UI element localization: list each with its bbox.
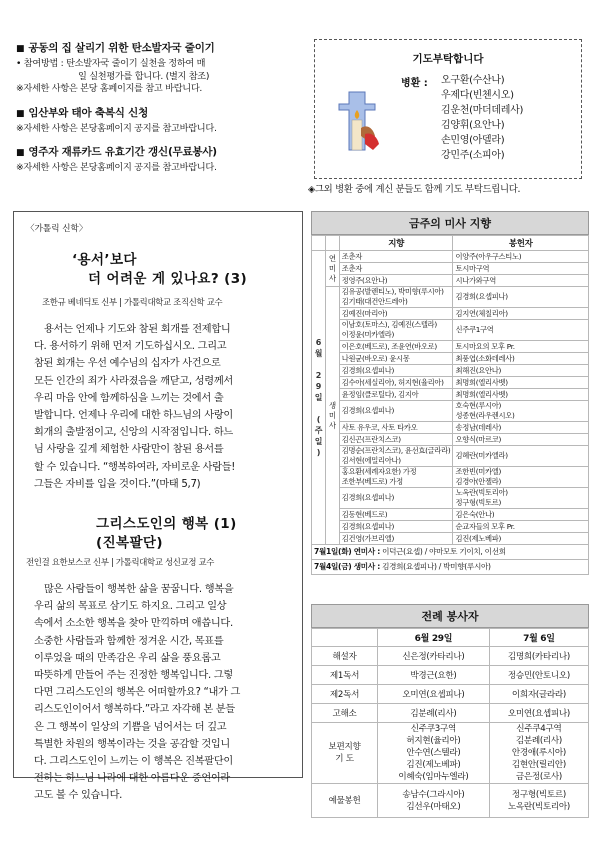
- liturgy-servers-section: [311, 604, 589, 818]
- server-cell: 신주쿠3구역 허지현(율리아) 안수연(스텔라) 김진(제노베파) 이혜숙(임마누엘라): [378, 723, 490, 784]
- server-cell: 이희자(글라라): [489, 685, 588, 704]
- square-bullet-icon: ■: [16, 44, 25, 54]
- intent-cell: 김명순(프란치스코), 윤선효(글라라) 김서현(에밀리아나): [339, 446, 453, 467]
- intent-cell: 김경희(요셉피나): [339, 365, 453, 377]
- intent-cell: 김유공(발렌티노), 박미향(루시아) 김기태(대건안드레아): [339, 287, 453, 308]
- server-cell: 오미연(요셉피나): [378, 685, 490, 704]
- table-row: [312, 704, 589, 723]
- body-line: 따뜻하게 만들어 주는 진정한 행복입니다. 그렇: [34, 670, 233, 682]
- prayer-label: 병환 :: [401, 78, 428, 89]
- article-title-1-line-2: 더 어려운 게 있나요? (3): [88, 271, 248, 287]
- intent-cell: 홍요환(세례자요한) 가정 조한부(베드로) 가정: [339, 467, 453, 488]
- notice-line: ※자세한 사항은 본당홈페이지 공지를 참고바랍니다.: [16, 122, 217, 134]
- intent-cell: 김신곤(프란치스코): [339, 434, 453, 446]
- offerer-cell: 이양주(아우구스티노): [453, 251, 589, 263]
- body-line: 특별한 차원의 행복이라는 것을 공감할 것입니: [34, 738, 230, 750]
- offerer-cell: 순교자들의 모후 Pr.: [453, 521, 589, 533]
- intent-cell: 김경희(요셉피나): [339, 521, 453, 533]
- body-line: 다면 그리스도인의 행복은 어떠할까요? “내가 그: [34, 687, 241, 699]
- offerer-cell: 오향식(마르코): [453, 434, 589, 446]
- column-header-intent: 지향: [339, 236, 453, 251]
- article-title-1-line-1: ‘용서’보다: [72, 252, 137, 268]
- table-row: [312, 365, 589, 377]
- liturgy-title: 전례 봉사자: [311, 604, 589, 628]
- article-author-1: 조한규 베네딕토 신부 | 가톨릭대학교 조직신학 교수: [42, 297, 223, 307]
- table-row: [312, 353, 589, 365]
- offerer-cell: 김지연(체칠리아): [453, 308, 589, 320]
- table-row: [312, 521, 589, 533]
- prayer-name: 강민주(소피아): [441, 150, 505, 161]
- table-row: [312, 784, 589, 818]
- table-row: [312, 251, 589, 263]
- table-row: [312, 401, 589, 422]
- mass-footnote-1: 7월1일(화) 연미사 : 이덕근(요셉) / 야마모토 기이치, 이선희: [311, 545, 589, 560]
- table-row: [312, 685, 589, 704]
- body-line: 은 그 행복이 일상의 기쁨을 넘어서는 더 깊고: [34, 721, 227, 733]
- prayer-title: 기도부탁합니다: [412, 53, 484, 65]
- body-line: 고도 볼 수 있습니다.: [34, 790, 123, 802]
- article-source: 〈가톨릭 신학〉: [26, 224, 88, 234]
- prayer-name: 오구환(수산나): [441, 75, 505, 86]
- intent-cell: 윤정임(클로틸다), 김지아: [339, 389, 453, 401]
- intent-cell: 이은호(베드로), 조윤연(바오로): [339, 341, 453, 353]
- intent-cell: 나원균(바오로) 윤시몽: [339, 353, 453, 365]
- intent-cell: 조춘자: [339, 263, 453, 275]
- offerer-cell: 최풍엽(소화데레사): [453, 353, 589, 365]
- offerer-cell: 김은숙(안나): [453, 509, 589, 521]
- prayer-name: 김운천(마더데레사): [441, 105, 524, 116]
- square-bullet-icon: ■: [16, 108, 25, 119]
- prayer-name: 김양휘(요안나): [441, 120, 505, 131]
- table-row: [312, 389, 589, 401]
- table-row: [312, 308, 589, 320]
- body-line: 모든 인간의 죄가 사라졌음을 깨닫고, 성령께서: [34, 375, 233, 387]
- body-line: 다. 그리스도인이 느끼는 이 행복은 진복팔단이: [34, 756, 233, 768]
- prayer-request-box: [314, 39, 582, 179]
- notice-line: • 참여방법 : 탄소발자국 줄이기 실천을 정하여 매: [16, 58, 206, 69]
- offerer-cell: 조한빈(미카엘) 김경아(안젤라): [453, 467, 589, 488]
- notices-section: [16, 40, 296, 184]
- table-row: [312, 422, 589, 434]
- role-cell: 제1독서: [312, 666, 378, 685]
- table-row: [312, 446, 589, 467]
- role-cell: 제2독서: [312, 685, 378, 704]
- offerer-cell: 토시마구역: [453, 263, 589, 275]
- body-line: 다. 용서하기 위해 먼저 기도하십시오. 그리고: [34, 341, 227, 353]
- server-cell: 오미연(요셉피나): [489, 704, 588, 723]
- mass-footnote-2: 7월4일(금) 생미사 : 김경희(요셉피나) / 박미향(루시아): [311, 560, 589, 575]
- body-line: 우리 삶의 목표로 삼기도 하지요. 그리고 일상: [34, 601, 227, 613]
- column-header-date-1: 6월 29일: [378, 629, 490, 647]
- body-line: 발합니다. 언제나 우리에 대한 하느님의 사랑이: [34, 410, 233, 422]
- server-cell: 신주쿠4구역 김분례(리사) 안경애(루시아) 김현안(릴리안) 금은정(로사): [489, 723, 588, 784]
- body-line: 할 수 있습니다. “행복하여라, 자비로운 사람들!: [34, 461, 236, 473]
- square-bullet-icon: ■: [16, 148, 25, 158]
- notice-title: 임산부와 태아 축복식 신청: [28, 106, 149, 119]
- mass-title: 금주의 미사 지향: [311, 211, 589, 235]
- offerer-cell: 김진(제노베파): [453, 533, 589, 545]
- table-row: [312, 509, 589, 521]
- prayer-name: 손민영(아델라): [441, 135, 505, 146]
- body-line: 그들은 자비를 입을 것이다.”(마태 5,7): [34, 478, 201, 490]
- intent-cell: 사토 유우코, 사토 타카오: [339, 422, 453, 434]
- server-cell: 정승민(안토니오): [489, 666, 588, 685]
- offerer-cell: 신주쿠1구역: [453, 320, 589, 341]
- table-row: [312, 723, 589, 784]
- offerer-cell: 김경희(요셉피나): [453, 287, 589, 308]
- table-row: [312, 434, 589, 446]
- table-row: [312, 467, 589, 488]
- article-body-1: [34, 321, 296, 493]
- body-line: 소중한 사람들과 함께한 정겨운 시간, 목표를: [34, 635, 224, 647]
- notice-residence-card: [16, 144, 296, 175]
- server-cell: 김분례(리사): [378, 704, 490, 723]
- server-cell: 송남수(그라시아) 김선우(마태오): [378, 784, 490, 818]
- mass-kind-cell: 연 미 사: [325, 251, 339, 287]
- notice-title: 영주자 재류카드 유효기간 갱신(무료봉사): [28, 146, 217, 158]
- praying-hands-candle-icon: [335, 90, 381, 154]
- offerer-cell: 토시마요의 모후 Pr.: [453, 341, 589, 353]
- prayer-note: ◈그외 병환 중에 계신 분들도 함께 기도 부탁드립니다.: [308, 184, 521, 195]
- notice-line: ※자세한 사항은 본당 홈페이지를 참고 바랍니다.: [16, 83, 203, 94]
- prayer-name: 우제다(빈첸시오): [441, 90, 514, 101]
- article-title-2-line-2: (진복팔단): [96, 535, 163, 551]
- catholic-theology-article: [13, 211, 303, 802]
- liturgy-servers-table: [311, 628, 589, 818]
- table-row: [312, 263, 589, 275]
- notice-title: 공동의 집 살리기 위한 탄소발자국 줄이기: [28, 42, 215, 54]
- table-row: [312, 320, 589, 341]
- body-line: 용서는 언제나 기도와 참된 회개를 전제합니: [44, 324, 231, 335]
- intent-cell: 김수아(세실리아), 허지현(율리아): [339, 377, 453, 389]
- offerer-cell: 노옥란(빅토리아) 정구형(빅토르): [453, 488, 589, 509]
- intent-cell: 이남호(토마스), 김예진(스텔라) 이정윤(미카엘라): [339, 320, 453, 341]
- intent-cell: 김건영(가브리엘): [339, 533, 453, 545]
- intent-cell: 조춘자: [339, 251, 453, 263]
- offerer-cell: 호숙현(루시아) 성종현(라우렌시오): [453, 401, 589, 422]
- table-row: [312, 666, 589, 685]
- table-row: [312, 377, 589, 389]
- notice-line: ※자세한 사항은 본당홈페이지 공지를 참고바랍니다.: [16, 162, 217, 173]
- body-line: 회개의 출발점이고, 신앙의 시작점입니다. 하느: [34, 427, 233, 439]
- prayer-names: [441, 73, 523, 163]
- offerer-cell: 최명희(엘리사벳): [453, 377, 589, 389]
- notice-line: 일 실천평가를 합니다. (별지 참조): [78, 70, 210, 82]
- table-row: [312, 275, 589, 287]
- column-header-date-2: 7월 6일: [489, 629, 588, 647]
- body-line: 참된 회개는 우선 예수님의 십자가 사건으로: [34, 358, 221, 370]
- mass-table-body: [312, 251, 589, 545]
- intent-cell: 김경희(요셉피나): [339, 401, 453, 422]
- server-cell: 신은정(카타리나): [378, 647, 490, 666]
- liturgy-table-body: [312, 647, 589, 818]
- body-line: 이루었을 때의 만족감은 우리 삶을 풍요롭고: [34, 652, 221, 664]
- body-line: 전하는 하느님 나라에 대한 아름다운 증언이라: [34, 773, 230, 785]
- table-row: [312, 488, 589, 509]
- server-cell: 정구형(빅토르) 노옥란(빅토리아): [489, 784, 588, 818]
- offerer-cell: 시나가와구역: [453, 275, 589, 287]
- article-title-2-line-1: 그리스도인의 행복 (1): [96, 516, 237, 532]
- role-cell: 보편지향 기 도: [312, 723, 378, 784]
- notice-blessing: [16, 105, 296, 136]
- table-row: [312, 533, 589, 545]
- mass-date-cell: 6 월 2 9 일 ( 주 일 ): [312, 251, 326, 545]
- intent-cell: 김경희(요셉피나): [339, 488, 453, 509]
- column-header-offerer: 봉헌자: [453, 236, 589, 251]
- intent-cell: 김예진(마리아): [339, 308, 453, 320]
- offerer-cell: 김혜란(미카엘라): [453, 446, 589, 467]
- notice-carbon: [16, 40, 296, 96]
- mass-kind-cell: 생 미 사: [325, 287, 339, 545]
- table-row: [312, 287, 589, 308]
- offerer-cell: 최명희(엘리사벳): [453, 389, 589, 401]
- server-cell: 김명희(카타리나): [489, 647, 588, 666]
- table-row: [312, 647, 589, 666]
- server-cell: 박경근(요한): [378, 666, 490, 685]
- offerer-cell: 송정남(데레사): [453, 422, 589, 434]
- body-line: 속에서 소소한 행복을 찾아 만끽하며 애씁니다.: [34, 618, 233, 630]
- table-row: [312, 341, 589, 353]
- body-line: 님 사랑을 깊게 체험한 사람만이 참된 용서를: [34, 444, 224, 456]
- offerer-cell: 최해진(요안나): [453, 365, 589, 377]
- role-cell: 고해소: [312, 704, 378, 723]
- body-line: 리스도인이어서 행복하다.”라고 자각해 본 분들: [34, 704, 235, 716]
- intent-cell: 김동현(베드로): [339, 509, 453, 521]
- role-cell: 해설자: [312, 647, 378, 666]
- mass-intentions-section: [311, 211, 589, 575]
- article-body-2: [34, 581, 296, 805]
- role-cell: 예물봉헌: [312, 784, 378, 818]
- intent-cell: 정영주(요안나): [339, 275, 453, 287]
- body-line: 많은 사람들이 행복한 삶을 꿈꿉니다. 행복을: [44, 584, 234, 595]
- body-line: 우리 마음 안에 함께하심을 느끼는 것에서 출: [34, 392, 224, 404]
- mass-intentions-table: [311, 235, 589, 545]
- article-author-2: 전인걸 요한보스코 신부 | 가톨릭대학교 성신교정 교수: [26, 557, 215, 567]
